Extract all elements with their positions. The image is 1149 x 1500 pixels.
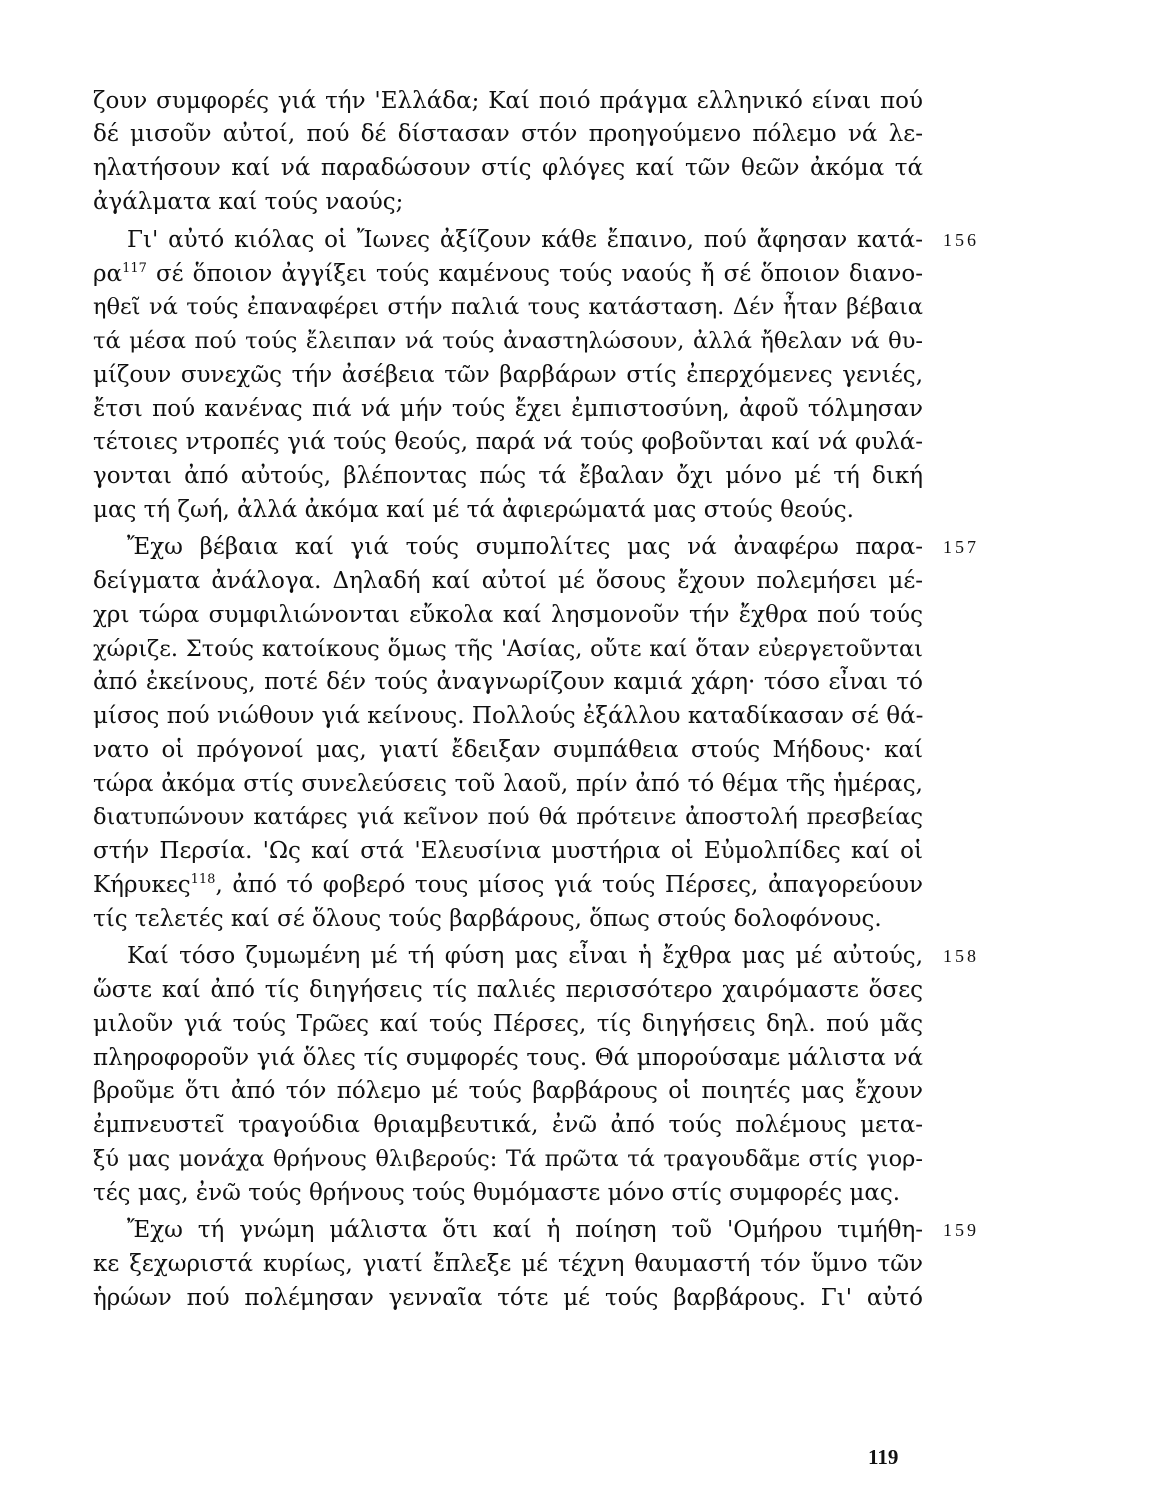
text-line: ηθεῖ νά τούς ἐπαναφέρει στήν παλιά τους κατάσταση. Δέν ἦταν βέβαια — [93, 294, 923, 320]
footnote-marker: 118 — [190, 872, 216, 887]
text-line: βροῦμε ὅτι ἀπό τόν πόλεμο μέ τούς βαρβάρους οἱ ποιητές μας ἔχουν — [93, 1078, 923, 1104]
text-line: πληροφοροῦν γιά ὅλες τίς συμφορές τους. Θά μπορούσαμε μάλιστα νά — [93, 1045, 923, 1071]
text-line: τίς τελετές καί σέ ὅλους τούς βαρβάρους, ὅπως στούς δολοφόνους. — [93, 906, 882, 932]
text-line — [93, 257, 923, 291]
text-line: Ἔχω τή γνώμη μάλιστα ὅτι καί ἡ ποίηση τοῦ 'Ομήρου τιμήθη- — [127, 1217, 923, 1243]
text-line: χώριζε. Στούς κατοίκους ὅμως τῆς 'Ασίας, οὔτε καί ὅταν εὐεργετοῦνται — [93, 636, 923, 662]
text-line: μίσος πού νιώθουν γιά κείνους. Πολλούς ἐξάλλου καταδίκασαν σέ θά- — [93, 703, 924, 729]
text-line: τά μέσα πού τούς ἔλειπαν νά τούς ἀναστηλώσουν, ἀλλά ἤθελαν νά θυ- — [93, 328, 923, 354]
section-number: 156 — [943, 230, 979, 250]
text-line: κε ξεχωριστά κυρίως, γιατί ἔπλεξε μέ τέχνη θαυμαστή τόν ὕμνο τῶν — [93, 1251, 923, 1277]
text-line: μίζουν συνεχῶς τήν ἀσέβεια τῶν βαρβάρων στίς ἐπερχόμενες γενιές, — [93, 362, 923, 388]
text-line: ἀπό ἐκείνους, ποτέ δέν τούς ἀναγνωρίζουν καμιά χάρη· τόσο εἶναι τό — [93, 669, 923, 695]
text-line: ἡρώων πού πολέμησαν γενναῖα τότε μέ τούς βαρβάρους. Γι' αὐτό — [93, 1285, 923, 1311]
text-line: ξύ μας μονάχα θρήνους θλιβερούς: Τά πρῶτα τά τραγουδᾶμε στίς γιορ- — [93, 1146, 923, 1172]
text-line: ἐμπνευστεῖ τραγούδια θριαμβευτικά, ἐνῶ ἀπό τούς πολέμους μετα- — [93, 1112, 923, 1138]
text-line: γονται ἀπό αὐτούς, βλέποντας πώς τά ἔβαλαν ὄχι μόνο μέ τή δική — [93, 463, 923, 489]
text-line: Καί τόσο ζυμωμένη μέ τή φύση μας εἶναι ἡ ἔχθρα μας μέ αὐτούς, — [127, 943, 923, 969]
text-line: ηλατήσουν καί νά παραδώσουν στίς φλόγες καί τῶν θεῶν ἀκόμα τά — [93, 155, 923, 181]
text-line: τές μας, ἐνῶ τούς θρήνους τούς θυμόμαστε μόνο στίς συμφορές μας. — [93, 1180, 901, 1206]
text-line: διατυπώνουν κατάρες γιά κεῖνον πού θά πρότεινε ἀποστολή πρεσβείας — [93, 804, 923, 830]
text-line: Γι' αὐτό κιόλας οἱ Ἴωνες ἀξίζουν κάθε ἔπαινο, πού ἄφησαν κατά- — [127, 227, 923, 253]
text-line: τώρα ἀκόμα στίς συνελεύσεις τοῦ λαοῦ, πρίν ἀπό τό θέμα τῆς ἡμέρας, — [93, 771, 923, 797]
text-line: Ἔχω βέβαια καί γιά τούς συμπολίτες μας νά ἀναφέρω παρα- — [127, 534, 923, 560]
footnote-marker: 117 — [122, 261, 147, 276]
text-fragment: σέ ὅποιον ἀγγίξει τούς καμένους τούς ναούς ἤ σέ ὅποιον διανο- — [146, 261, 923, 287]
text-line: νατο οἱ πρόγονοί μας, γιατί ἔδειξαν συμπάθεια στούς Μήδους· καί — [93, 737, 923, 763]
section-number: 159 — [943, 1220, 979, 1240]
text-line: μας τή ζωή, ἀλλά ἀκόμα καί μέ τά ἀφιερώματά μας στούς θεούς. — [93, 497, 854, 523]
text-fragment: , ἀπό τό φοβερό τους μίσος γιά τούς Πέρσες, ἀπαγορεύουν — [215, 872, 923, 898]
page-number: 119 — [868, 1445, 899, 1469]
text-line — [93, 868, 923, 902]
text-line: ὥστε καί ἀπό τίς διηγήσεις τίς παλιές περισσότερο χαιρόμαστε ὅσες — [93, 977, 923, 1003]
text-line: τέτοιες ντροπές γιά τούς θεούς, παρά νά τούς φοβοῦνται καί νά φυλά- — [93, 429, 923, 455]
section-number: 157 — [943, 537, 979, 557]
text-line: στήν Περσία. 'Ως καί στά 'Ελευσίνια μυστήρια οἱ Εὐμολπίδες καί οἱ — [93, 838, 923, 864]
text-line: ἀγάλματα καί τούς ναούς; — [93, 189, 404, 215]
text-line: δείγματα ἀνάλογα. Δηλαδή καί αὐτοί μέ ὅσους ἔχουν πολεμήσει μέ- — [93, 568, 923, 594]
text-line: μιλοῦν γιά τούς Τρῶες καί τούς Πέρσες, τίς διηγήσεις δηλ. πού μᾶς — [93, 1011, 923, 1037]
text-line: δέ μισοῦν αὐτοί, πού δέ δίστασαν στόν προηγούμενο πόλεμο νά λε- — [93, 121, 923, 147]
section-number: 158 — [943, 946, 979, 966]
text-fragment: ρα — [93, 261, 123, 287]
text-fragment: Κήρυκες — [93, 872, 191, 898]
text-line: ἔτσι πού κανένας πιά νά μήν τούς ἔχει ἐμπιστοσύνη, ἀφοῦ τόλμησαν — [93, 396, 923, 422]
text-line: χρι τώρα συμφιλιώνονται εὔκολα καί λησμονοῦν τήν ἔχθρα πού τούς — [93, 602, 923, 628]
text-line: ζουν συμφορές γιά τήν 'Ελλάδα; Καί ποιό πράγμα ελληνικό είναι πού — [93, 88, 923, 114]
